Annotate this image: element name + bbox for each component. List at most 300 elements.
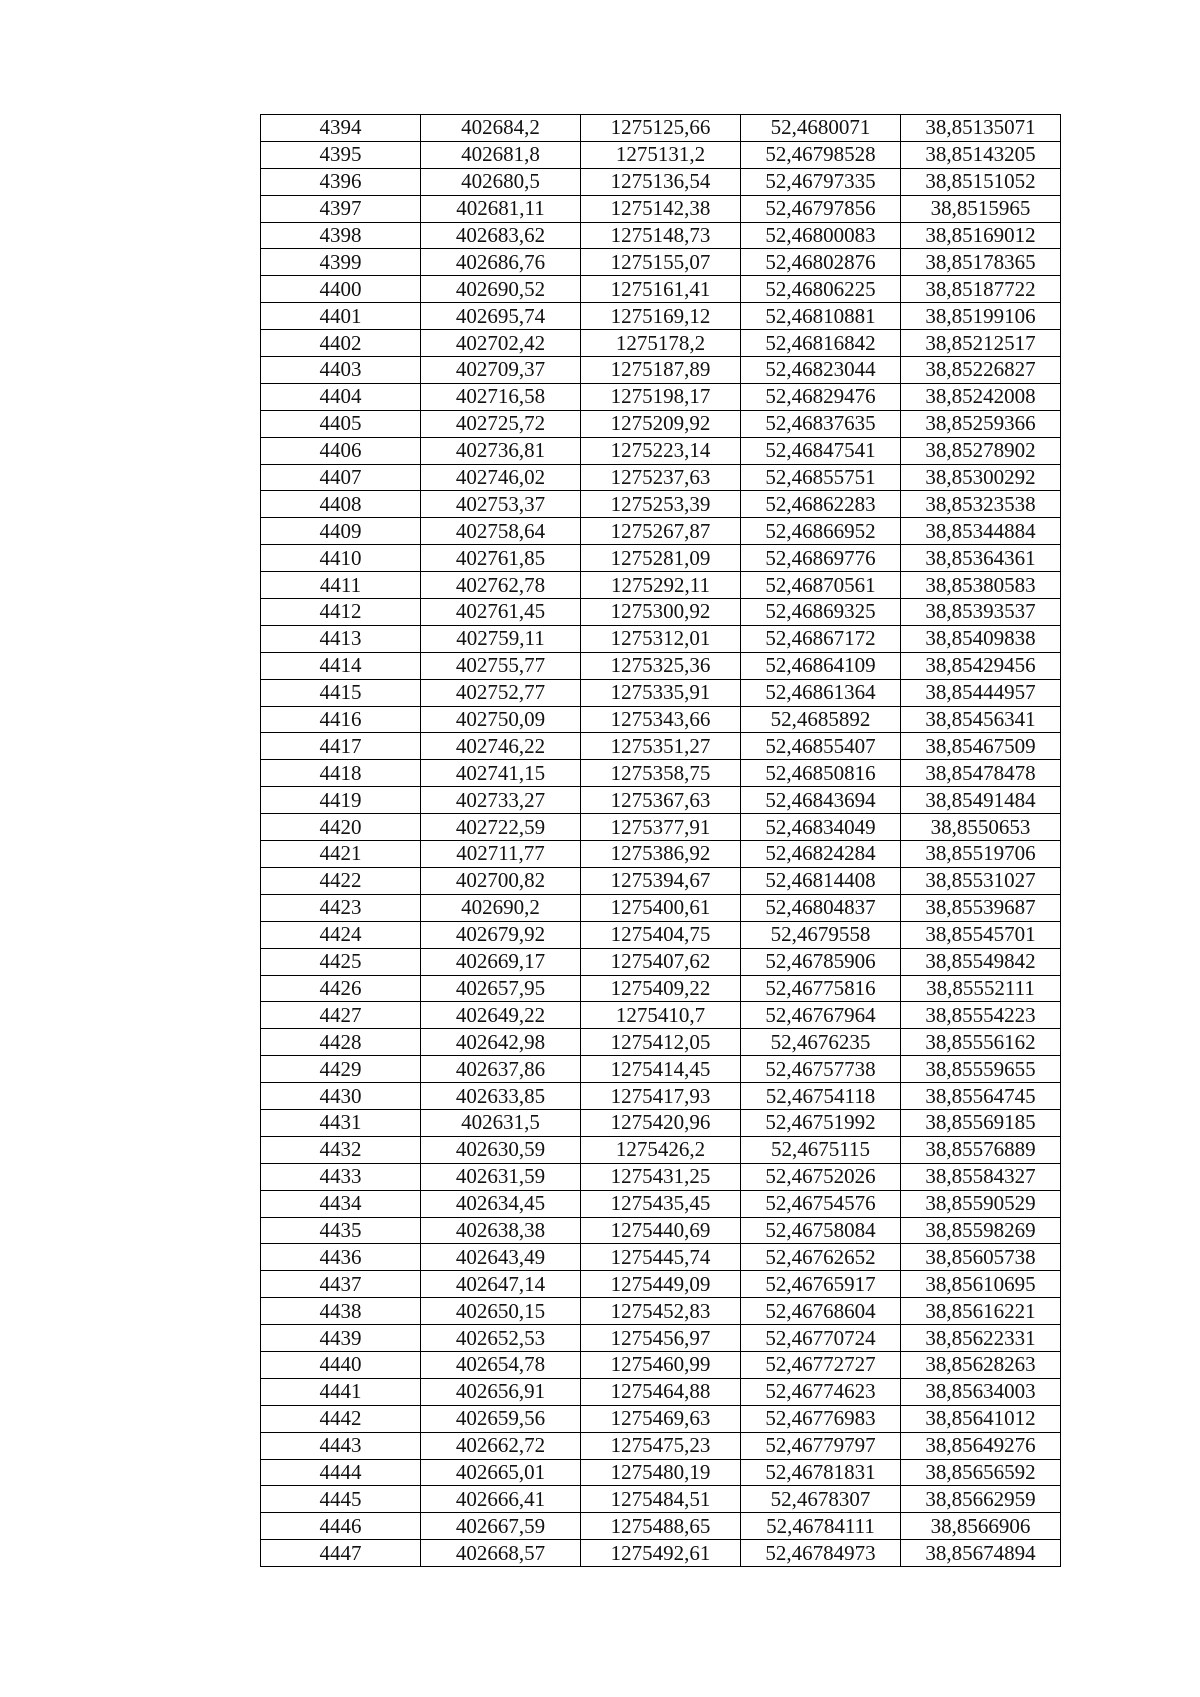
x-coordinate-cell: 402759,11 [421,625,581,652]
point-number-cell: 4409 [261,518,421,545]
table-row [261,760,1061,787]
y-coordinate-cell: 1275400,61 [581,894,741,921]
y-coordinate-cell: 1275125,66 [581,115,741,142]
table-row [261,303,1061,330]
longitude-cell: 38,85545701 [901,921,1061,948]
x-coordinate-cell: 402746,22 [421,733,581,760]
latitude-cell: 52,46810881 [741,303,901,330]
latitude-cell: 52,4678307 [741,1486,901,1513]
x-coordinate-cell: 402656,91 [421,1378,581,1405]
longitude-cell: 38,85539687 [901,894,1061,921]
x-coordinate-cell: 402666,41 [421,1486,581,1513]
table-row [261,1109,1061,1136]
table-row [261,141,1061,168]
y-coordinate-cell: 1275426,2 [581,1136,741,1163]
table-row [261,599,1061,626]
point-number-cell: 4421 [261,841,421,868]
y-coordinate-cell: 1275377,91 [581,814,741,841]
x-coordinate-cell: 402711,77 [421,841,581,868]
point-number-cell: 4435 [261,1217,421,1244]
x-coordinate-cell: 402634,45 [421,1190,581,1217]
table-row [261,1459,1061,1486]
longitude-cell: 38,85380583 [901,572,1061,599]
latitude-cell: 52,46781831 [741,1459,901,1486]
x-coordinate-cell: 402680,5 [421,168,581,195]
latitude-cell: 52,46869776 [741,545,901,572]
latitude-cell: 52,46774623 [741,1378,901,1405]
point-number-cell: 4422 [261,867,421,894]
y-coordinate-cell: 1275136,54 [581,168,741,195]
latitude-cell: 52,46754118 [741,1083,901,1110]
point-number-cell: 4445 [261,1486,421,1513]
y-coordinate-cell: 1275460,99 [581,1351,741,1378]
point-number-cell: 4426 [261,975,421,1002]
longitude-cell: 38,85444957 [901,679,1061,706]
longitude-cell: 38,85634003 [901,1378,1061,1405]
point-number-cell: 4401 [261,303,421,330]
longitude-cell: 38,85300292 [901,464,1061,491]
point-number-cell: 4412 [261,599,421,626]
y-coordinate-cell: 1275484,51 [581,1486,741,1513]
latitude-cell: 52,46850816 [741,760,901,787]
x-coordinate-cell: 402679,92 [421,921,581,948]
table-row [261,1244,1061,1271]
table-row [261,1351,1061,1378]
longitude-cell: 38,85531027 [901,867,1061,894]
table-row [261,1486,1061,1513]
latitude-cell: 52,4675115 [741,1136,901,1163]
latitude-cell: 52,46754576 [741,1190,901,1217]
table-row [261,1378,1061,1405]
x-coordinate-cell: 402755,77 [421,652,581,679]
y-coordinate-cell: 1275414,45 [581,1056,741,1083]
point-number-cell: 4429 [261,1056,421,1083]
latitude-cell: 52,46767964 [741,1002,901,1029]
point-number-cell: 4396 [261,168,421,195]
latitude-cell: 52,46824284 [741,841,901,868]
latitude-cell: 52,46862283 [741,491,901,518]
table-row [261,706,1061,733]
y-coordinate-cell: 1275161,41 [581,276,741,303]
longitude-cell: 38,85478478 [901,760,1061,787]
point-number-cell: 4434 [261,1190,421,1217]
table-row [261,948,1061,975]
point-number-cell: 4416 [261,706,421,733]
latitude-cell: 52,46837635 [741,410,901,437]
x-coordinate-cell: 402683,62 [421,222,581,249]
longitude-cell: 38,85649276 [901,1432,1061,1459]
point-number-cell: 4438 [261,1298,421,1325]
latitude-cell: 52,4676235 [741,1029,901,1056]
point-number-cell: 4404 [261,383,421,410]
y-coordinate-cell: 1275155,07 [581,249,741,276]
table-row [261,572,1061,599]
longitude-cell: 38,85344884 [901,518,1061,545]
x-coordinate-cell: 402638,38 [421,1217,581,1244]
longitude-cell: 38,85616221 [901,1298,1061,1325]
x-coordinate-cell: 402761,85 [421,545,581,572]
longitude-cell: 38,85590529 [901,1190,1061,1217]
longitude-cell: 38,85674894 [901,1540,1061,1567]
table-row [261,1002,1061,1029]
longitude-cell: 38,85554223 [901,1002,1061,1029]
latitude-cell: 52,46861364 [741,679,901,706]
table-row [261,625,1061,652]
y-coordinate-cell: 1275187,89 [581,357,741,384]
y-coordinate-cell: 1275367,63 [581,787,741,814]
longitude-cell: 38,85467509 [901,733,1061,760]
point-number-cell: 4444 [261,1459,421,1486]
x-coordinate-cell: 402736,81 [421,437,581,464]
table-row [261,787,1061,814]
latitude-cell: 52,46869325 [741,599,901,626]
table-row [261,115,1061,142]
point-number-cell: 4394 [261,115,421,142]
table-row [261,491,1061,518]
table-row [261,410,1061,437]
longitude-cell: 38,85628263 [901,1351,1061,1378]
longitude-cell: 38,85151052 [901,168,1061,195]
point-number-cell: 4403 [261,357,421,384]
x-coordinate-cell: 402690,52 [421,276,581,303]
longitude-cell: 38,85409838 [901,625,1061,652]
point-number-cell: 4437 [261,1271,421,1298]
latitude-cell: 52,46864109 [741,652,901,679]
y-coordinate-cell: 1275358,75 [581,760,741,787]
table-row [261,383,1061,410]
longitude-cell: 38,85605738 [901,1244,1061,1271]
table-row [261,841,1061,868]
point-number-cell: 4423 [261,894,421,921]
longitude-cell: 38,85143205 [901,141,1061,168]
latitude-cell: 52,46800083 [741,222,901,249]
point-number-cell: 4418 [261,760,421,787]
point-number-cell: 4432 [261,1136,421,1163]
table-row [261,1298,1061,1325]
table-row [261,1163,1061,1190]
latitude-cell: 52,46762652 [741,1244,901,1271]
longitude-cell: 38,85169012 [901,222,1061,249]
table-row [261,464,1061,491]
point-number-cell: 4442 [261,1405,421,1432]
y-coordinate-cell: 1275237,63 [581,464,741,491]
table-row [261,545,1061,572]
y-coordinate-cell: 1275223,14 [581,437,741,464]
longitude-cell: 38,85564745 [901,1083,1061,1110]
latitude-cell: 52,46870561 [741,572,901,599]
latitude-cell: 52,46758084 [741,1217,901,1244]
longitude-cell: 38,85393537 [901,599,1061,626]
point-number-cell: 4406 [261,437,421,464]
latitude-cell: 52,46855407 [741,733,901,760]
y-coordinate-cell: 1275148,73 [581,222,741,249]
y-coordinate-cell: 1275456,97 [581,1325,741,1352]
longitude-cell: 38,85549842 [901,948,1061,975]
y-coordinate-cell: 1275440,69 [581,1217,741,1244]
point-number-cell: 4441 [261,1378,421,1405]
latitude-cell: 52,46770724 [741,1325,901,1352]
longitude-cell: 38,85259366 [901,410,1061,437]
x-coordinate-cell: 402695,74 [421,303,581,330]
y-coordinate-cell: 1275292,11 [581,572,741,599]
longitude-cell: 38,85598269 [901,1217,1061,1244]
x-coordinate-cell: 402643,49 [421,1244,581,1271]
y-coordinate-cell: 1275198,17 [581,383,741,410]
x-coordinate-cell: 402690,2 [421,894,581,921]
x-coordinate-cell: 402686,76 [421,249,581,276]
y-coordinate-cell: 1275445,74 [581,1244,741,1271]
latitude-cell: 52,46772727 [741,1351,901,1378]
point-number-cell: 4395 [261,141,421,168]
latitude-cell: 52,4685892 [741,706,901,733]
latitude-cell: 52,46866952 [741,518,901,545]
y-coordinate-cell: 1275209,92 [581,410,741,437]
longitude-cell: 38,85199106 [901,303,1061,330]
longitude-cell: 38,85576889 [901,1136,1061,1163]
y-coordinate-cell: 1275142,38 [581,195,741,222]
point-number-cell: 4407 [261,464,421,491]
table-row [261,1432,1061,1459]
y-coordinate-cell: 1275464,88 [581,1378,741,1405]
table-row [261,867,1061,894]
table-row [261,222,1061,249]
table-row [261,249,1061,276]
table-row [261,1540,1061,1567]
point-number-cell: 4413 [261,625,421,652]
table-row [261,1271,1061,1298]
x-coordinate-cell: 402716,58 [421,383,581,410]
x-coordinate-cell: 402681,8 [421,141,581,168]
longitude-cell: 38,85519706 [901,841,1061,868]
x-coordinate-cell: 402650,15 [421,1298,581,1325]
y-coordinate-cell: 1275420,96 [581,1109,741,1136]
y-coordinate-cell: 1275343,66 [581,706,741,733]
x-coordinate-cell: 402652,53 [421,1325,581,1352]
y-coordinate-cell: 1275404,75 [581,921,741,948]
table-row [261,437,1061,464]
longitude-cell: 38,85552111 [901,975,1061,1002]
x-coordinate-cell: 402633,85 [421,1083,581,1110]
y-coordinate-cell: 1275335,91 [581,679,741,706]
y-coordinate-cell: 1275435,45 [581,1190,741,1217]
latitude-cell: 52,46806225 [741,276,901,303]
longitude-cell: 38,85135071 [901,115,1061,142]
table-row [261,975,1061,1002]
point-number-cell: 4439 [261,1325,421,1352]
y-coordinate-cell: 1275488,65 [581,1513,741,1540]
x-coordinate-cell: 402668,57 [421,1540,581,1567]
y-coordinate-cell: 1275409,22 [581,975,741,1002]
latitude-cell: 52,46757738 [741,1056,901,1083]
y-coordinate-cell: 1275417,93 [581,1083,741,1110]
point-number-cell: 4436 [261,1244,421,1271]
x-coordinate-cell: 402657,95 [421,975,581,1002]
point-number-cell: 4431 [261,1109,421,1136]
longitude-cell: 38,85187722 [901,276,1061,303]
point-number-cell: 4440 [261,1351,421,1378]
longitude-cell: 38,85178365 [901,249,1061,276]
y-coordinate-cell: 1275386,92 [581,841,741,868]
x-coordinate-cell: 402752,77 [421,679,581,706]
y-coordinate-cell: 1275351,27 [581,733,741,760]
latitude-cell: 52,46847541 [741,437,901,464]
table-row [261,276,1061,303]
point-number-cell: 4433 [261,1163,421,1190]
point-number-cell: 4411 [261,572,421,599]
x-coordinate-cell: 402741,15 [421,760,581,787]
latitude-cell: 52,46797335 [741,168,901,195]
latitude-cell: 52,46784111 [741,1513,901,1540]
longitude-cell: 38,85556162 [901,1029,1061,1056]
x-coordinate-cell: 402762,78 [421,572,581,599]
y-coordinate-cell: 1275131,2 [581,141,741,168]
point-number-cell: 4420 [261,814,421,841]
latitude-cell: 52,46798528 [741,141,901,168]
y-coordinate-cell: 1275394,67 [581,867,741,894]
y-coordinate-cell: 1275412,05 [581,1029,741,1056]
x-coordinate-cell: 402637,86 [421,1056,581,1083]
y-coordinate-cell: 1275407,62 [581,948,741,975]
latitude-cell: 52,46751992 [741,1109,901,1136]
table-row [261,1190,1061,1217]
x-coordinate-cell: 402654,78 [421,1351,581,1378]
point-number-cell: 4447 [261,1540,421,1567]
point-number-cell: 4402 [261,330,421,357]
x-coordinate-cell: 402662,72 [421,1432,581,1459]
x-coordinate-cell: 402684,2 [421,115,581,142]
y-coordinate-cell: 1275410,7 [581,1002,741,1029]
latitude-cell: 52,4680071 [741,115,901,142]
latitude-cell: 52,46797856 [741,195,901,222]
table-row [261,1513,1061,1540]
longitude-cell: 38,8566906 [901,1513,1061,1540]
longitude-cell: 38,85662959 [901,1486,1061,1513]
point-number-cell: 4446 [261,1513,421,1540]
x-coordinate-cell: 402649,22 [421,1002,581,1029]
x-coordinate-cell: 402631,59 [421,1163,581,1190]
y-coordinate-cell: 1275169,12 [581,303,741,330]
longitude-cell: 38,85584327 [901,1163,1061,1190]
table-row [261,1029,1061,1056]
point-number-cell: 4410 [261,545,421,572]
latitude-cell: 52,46834049 [741,814,901,841]
x-coordinate-cell: 402709,37 [421,357,581,384]
y-coordinate-cell: 1275325,36 [581,652,741,679]
latitude-cell: 52,46785906 [741,948,901,975]
x-coordinate-cell: 402642,98 [421,1029,581,1056]
latitude-cell: 52,46823044 [741,357,901,384]
longitude-cell: 38,85569185 [901,1109,1061,1136]
table-row [261,894,1061,921]
y-coordinate-cell: 1275253,39 [581,491,741,518]
x-coordinate-cell: 402753,37 [421,491,581,518]
latitude-cell: 52,46816842 [741,330,901,357]
point-number-cell: 4427 [261,1002,421,1029]
longitude-cell: 38,85364361 [901,545,1061,572]
latitude-cell: 52,46843694 [741,787,901,814]
point-number-cell: 4397 [261,195,421,222]
table-row [261,518,1061,545]
table-row [261,814,1061,841]
y-coordinate-cell: 1275469,63 [581,1405,741,1432]
coordinates-table [260,114,1061,1567]
x-coordinate-cell: 402746,02 [421,464,581,491]
latitude-cell: 52,46867172 [741,625,901,652]
x-coordinate-cell: 402681,11 [421,195,581,222]
y-coordinate-cell: 1275492,61 [581,1540,741,1567]
longitude-cell: 38,85226827 [901,357,1061,384]
x-coordinate-cell: 402630,59 [421,1136,581,1163]
x-coordinate-cell: 402667,59 [421,1513,581,1540]
longitude-cell: 38,8515965 [901,195,1061,222]
point-number-cell: 4415 [261,679,421,706]
y-coordinate-cell: 1275178,2 [581,330,741,357]
latitude-cell: 52,46775816 [741,975,901,1002]
latitude-cell: 52,46784973 [741,1540,901,1567]
table-row [261,1217,1061,1244]
latitude-cell: 52,46802876 [741,249,901,276]
x-coordinate-cell: 402733,27 [421,787,581,814]
y-coordinate-cell: 1275312,01 [581,625,741,652]
point-number-cell: 4419 [261,787,421,814]
point-number-cell: 4400 [261,276,421,303]
latitude-cell: 52,46776983 [741,1405,901,1432]
point-number-cell: 4425 [261,948,421,975]
table-row [261,1405,1061,1432]
latitude-cell: 52,46752026 [741,1163,901,1190]
x-coordinate-cell: 402725,72 [421,410,581,437]
longitude-cell: 38,85242008 [901,383,1061,410]
latitude-cell: 52,46768604 [741,1298,901,1325]
x-coordinate-cell: 402750,09 [421,706,581,733]
longitude-cell: 38,8550653 [901,814,1061,841]
point-number-cell: 4414 [261,652,421,679]
y-coordinate-cell: 1275281,09 [581,545,741,572]
point-number-cell: 4408 [261,491,421,518]
x-coordinate-cell: 402659,56 [421,1405,581,1432]
longitude-cell: 38,85656592 [901,1459,1061,1486]
longitude-cell: 38,85278902 [901,437,1061,464]
point-number-cell: 4430 [261,1083,421,1110]
y-coordinate-cell: 1275452,83 [581,1298,741,1325]
point-number-cell: 4399 [261,249,421,276]
latitude-cell: 52,46855751 [741,464,901,491]
y-coordinate-cell: 1275480,19 [581,1459,741,1486]
x-coordinate-cell: 402631,5 [421,1109,581,1136]
coordinates-table-body [261,115,1061,1567]
longitude-cell: 38,85429456 [901,652,1061,679]
latitude-cell: 52,46829476 [741,383,901,410]
table-row [261,330,1061,357]
table-row [261,921,1061,948]
x-coordinate-cell: 402702,42 [421,330,581,357]
table-row [261,195,1061,222]
latitude-cell: 52,46814408 [741,867,901,894]
longitude-cell: 38,85622331 [901,1325,1061,1352]
table-row [261,1083,1061,1110]
table-row [261,1056,1061,1083]
x-coordinate-cell: 402647,14 [421,1271,581,1298]
point-number-cell: 4428 [261,1029,421,1056]
latitude-cell: 52,46765917 [741,1271,901,1298]
table-row [261,652,1061,679]
point-number-cell: 4398 [261,222,421,249]
x-coordinate-cell: 402669,17 [421,948,581,975]
y-coordinate-cell: 1275300,92 [581,599,741,626]
longitude-cell: 38,85456341 [901,706,1061,733]
point-number-cell: 4424 [261,921,421,948]
x-coordinate-cell: 402761,45 [421,599,581,626]
